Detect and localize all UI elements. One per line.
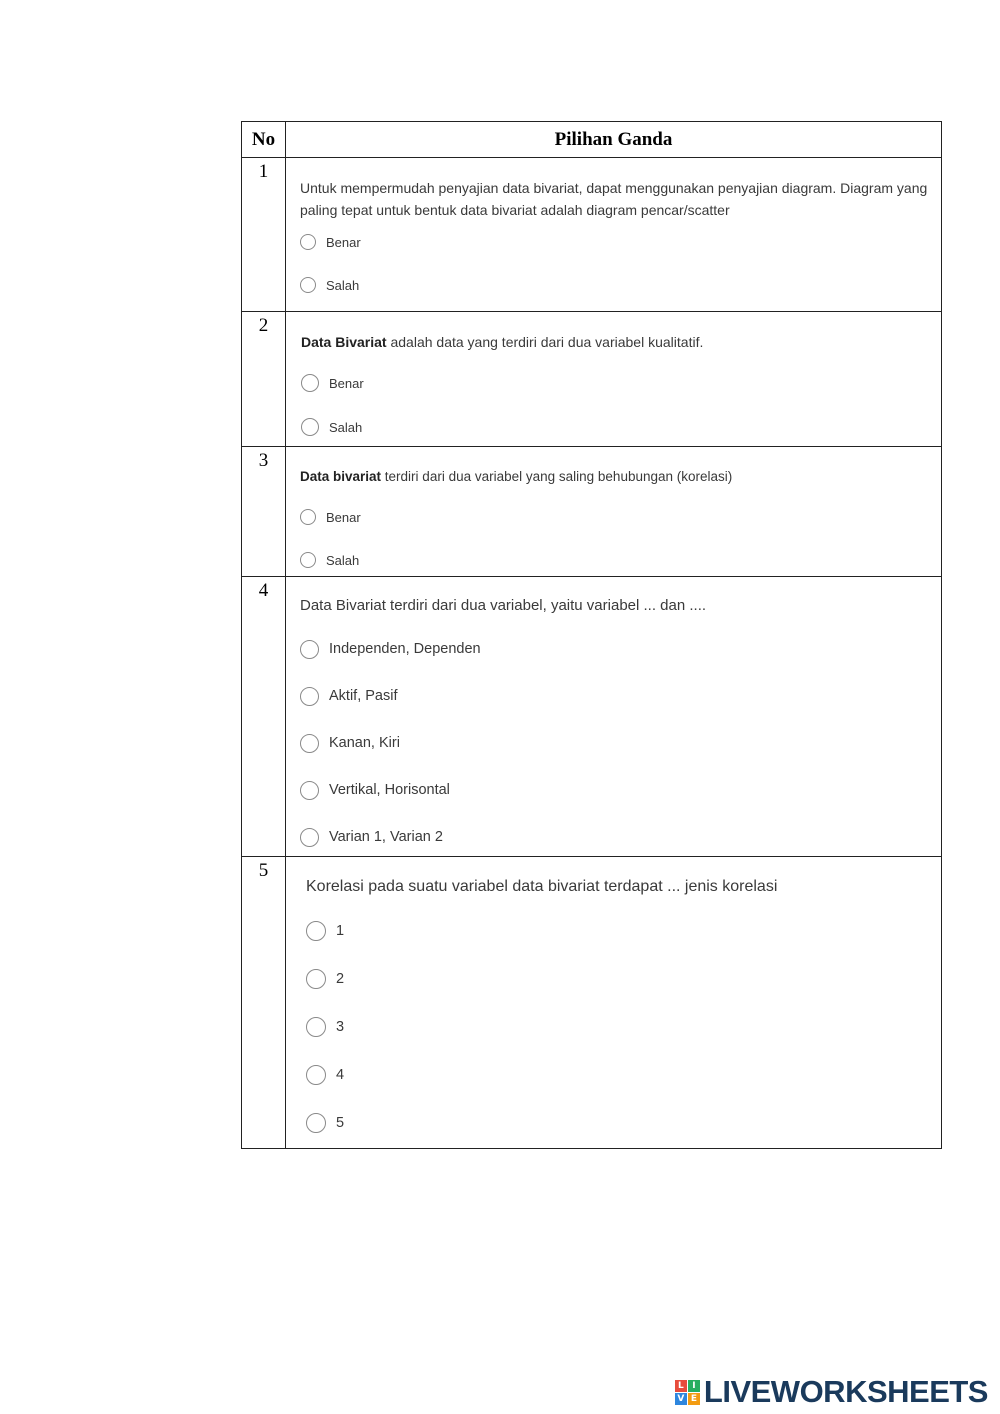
option-salah[interactable]	[301, 417, 931, 437]
option-benar[interactable]	[300, 232, 931, 252]
question-box	[286, 447, 941, 570]
radio-button[interactable]	[306, 969, 326, 989]
option-3[interactable]	[306, 1016, 931, 1038]
question-bold-term: Data Bivariat	[301, 334, 387, 350]
option-label: Aktif, Pasif	[329, 688, 398, 704]
logo-letter-e: E	[688, 1393, 700, 1405]
radio-button[interactable]	[300, 552, 316, 568]
option-label: 5	[336, 1115, 345, 1131]
question-bold-term: Data bivariat	[300, 469, 382, 484]
option-benar[interactable]	[300, 507, 931, 527]
option-2[interactable]	[306, 968, 931, 990]
radio-button[interactable]	[301, 418, 319, 436]
question-number: 4	[242, 577, 286, 857]
question-text	[300, 595, 931, 617]
radio-button[interactable]	[306, 1113, 326, 1133]
question-box	[286, 857, 941, 1134]
question-text-body: terdiri dari dua variabel yang saling behubungan (korelasi)	[381, 469, 733, 484]
liveworksheets-brand	[675, 1374, 988, 1410]
question-row	[242, 312, 942, 447]
question-row	[242, 857, 942, 1149]
option-kanan-kiri[interactable]	[300, 732, 931, 754]
option-label: Benar	[326, 509, 361, 525]
option-independen-dependen[interactable]	[300, 638, 931, 660]
header-title: Pilihan Ganda	[286, 122, 942, 158]
radio-button[interactable]	[306, 1065, 326, 1085]
question-row	[242, 158, 942, 312]
radio-button[interactable]	[301, 374, 319, 392]
logo-letter-v: V	[675, 1393, 687, 1405]
question-number: 2	[242, 312, 286, 447]
option-salah[interactable]	[300, 275, 931, 295]
liveworksheets-logo-icon	[675, 1380, 700, 1405]
option-label: Kanan, Kiri	[329, 735, 400, 751]
question-text-body: adalah data yang terdiri dari dua variabel kualitatif.	[386, 334, 704, 350]
brand-name: LIVEWORKSHEETS	[703, 1374, 988, 1409]
question-row	[242, 577, 942, 857]
question-number: 1	[242, 158, 286, 312]
table-header-row	[242, 122, 942, 158]
option-label: Vertikal, Horisontal	[329, 782, 450, 798]
option-label: 2	[336, 971, 345, 987]
option-label: Independen, Dependen	[329, 641, 481, 657]
radio-button[interactable]	[300, 234, 316, 250]
question-box	[286, 312, 941, 437]
question-number: 3	[242, 447, 286, 577]
question-row	[242, 447, 942, 577]
quiz-table	[241, 121, 942, 1149]
option-label: 4	[336, 1067, 345, 1083]
radio-button[interactable]	[300, 509, 316, 525]
option-label: Varian 1, Varian 2	[329, 829, 443, 845]
option-vertikal-horisontal[interactable]	[300, 779, 931, 801]
option-label: 1	[336, 923, 345, 939]
question-box	[286, 158, 941, 295]
option-aktif-pasif[interactable]	[300, 685, 931, 707]
header-no: No	[242, 122, 286, 158]
option-label: 3	[336, 1019, 345, 1035]
radio-button[interactable]	[300, 781, 319, 800]
question-text	[300, 177, 931, 221]
question-number: 5	[242, 857, 286, 1149]
logo-letter-i: I	[688, 1380, 700, 1392]
radio-button[interactable]	[306, 1017, 326, 1037]
question-box	[286, 577, 941, 848]
option-label: Salah	[326, 552, 360, 568]
logo-letter-l: L	[675, 1380, 687, 1392]
option-label: Benar	[329, 375, 364, 391]
radio-button[interactable]	[300, 828, 319, 847]
option-label: Salah	[326, 277, 360, 293]
question-text	[306, 876, 931, 898]
option-label: Salah	[329, 419, 363, 435]
question-text-body: Korelasi pada suatu variabel data bivariat terdapat ... jenis korelasi	[306, 878, 778, 895]
question-text	[300, 466, 931, 488]
option-benar[interactable]	[301, 373, 931, 393]
radio-button[interactable]	[306, 921, 326, 941]
radio-button[interactable]	[300, 687, 319, 706]
radio-button[interactable]	[300, 277, 316, 293]
option-1[interactable]	[306, 920, 931, 942]
radio-button[interactable]	[300, 734, 319, 753]
question-text-body: Data Bivariat terdiri dari dua variabel, yaitu variabel ... dan ....	[300, 597, 707, 614]
radio-button[interactable]	[300, 640, 319, 659]
option-salah[interactable]	[300, 550, 931, 570]
question-text	[301, 331, 931, 353]
option-varian[interactable]	[300, 826, 931, 848]
option-label: Benar	[326, 234, 361, 250]
question-text-body: Untuk mempermudah penyajian data bivariat, dapat menggunakan penyajian diagram. Diagram yang paling tepat untuk bentuk data bivariat adalah diagram pencar/scatter	[300, 180, 928, 218]
option-4[interactable]	[306, 1064, 931, 1086]
option-5[interactable]	[306, 1112, 931, 1134]
